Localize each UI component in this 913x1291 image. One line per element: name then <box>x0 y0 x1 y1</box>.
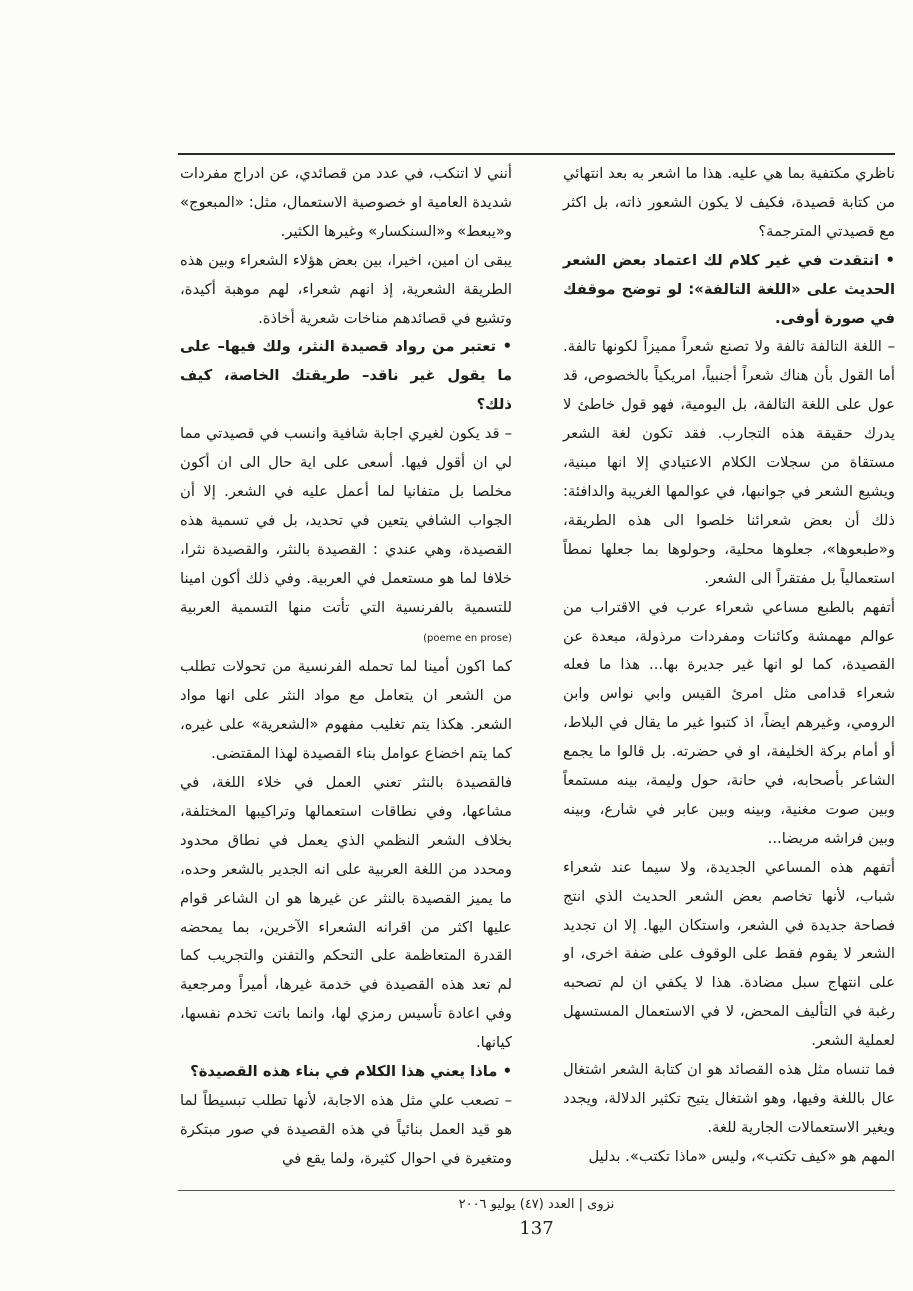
paragraph: ناظري مكتفية بما هي عليه. هذا ما اشعر به بعد انتهائي من كتابة قصيدة، فكيف لا يكون الشعور ذاته، بل اكثر مع قصيدتي المترجمة؟ <box>563 165 895 240</box>
answer-text: – قد يكون لغيري اجابة شافية وانسب في قصيدتي مما لي ان أقول فيها. أسعى على اية حال الى ان أكون مخلصا بل متفانيا لما أعمل عليه في الشعر. إلا أن الجواب الشافي يتعين في تحديد، بل في تسمية هذه القصيدة، وهي عندي : القصيدة بالنثر، والقصيدة نثرا، خلافا لما هو مستعمل في العربية. وفي ذلك أكون امينا للتسمية بالفرنسية التي تأتت منها التسمية العربية <box>180 425 512 616</box>
interview-question: • ماذا يعني هذا الكلام في بناء هذه القصيدة؟ <box>190 1063 512 1081</box>
french-term: (poeme en prose) <box>423 632 512 644</box>
page-number: 137 <box>519 1218 554 1239</box>
paragraph: يبقى ان امين، اخيرا، بين بعض هؤلاء الشعراء وبين هذه الطريقة الشعرية، إذ انهم شعراء، لهم موهبة أكيدة، وتشيع في قصائدهم مناخات شعرية أخاذة. <box>180 251 512 327</box>
paragraph: المهم هو «كيف تكتب»، وليس «ماذا تكتب». بدليل <box>588 1147 895 1165</box>
paragraph <box>180 420 512 653</box>
paragraph: أتفهم هذه المساعي الجديدة، ولا سيما عند شعراء شباب، لأنها تخاصم بعض الشعر الحديث الذي انتج فصاحة جديدة في الشعر، واستكان اليها. إلا ان تجديد الشعر لا يقوم فقط على الوقوف على ضفة اخرى، او على انتهاج سبل مضادة. هذا لا يكفي ان لم تصحبه رغبة في التأليف المحض، لا في الاستعمال المستسهل لعملية الشعر. <box>563 858 895 1050</box>
paragraph: أنني لا اتنكب، في عدد من قصائدي، عن ادراج مفردات شديدة العامية او خصوصية الاستعمال، مثل: «المبعوج» و«يبعط» و«السنكسار» وغيرها الكثير. <box>180 165 512 240</box>
paragraph: أتفهم بالطبع مساعي شعراء عرب في الاقتراب من عوالم مهمشة وكائنات ومفردات مرذولة، مبعدة عن القصيدة، كما لو انها غير جديرة بها... هذا ما فعله شعراء قدامى مثل امرئ القيس وابي نواس وابن الرومي، وغيرهم ايضاً، اذ كتبوا غير ما يقال في البلاط، أو أمام بركة الخليفة، او في حضرته. بل قالوا ما يجمع الشاعر بأصحابه، في حانة، حول وليمة، بينه مستمعاً وبين صوت مغنية، وبينه وبين عابر في شارع، وبينه وبين فراشه مريضا... <box>563 598 895 847</box>
top-rule <box>178 153 895 155</box>
interview-question: • تعتبر من رواد قصيدة النثر، ولك فيها– على ما يقول غير ناقد– طريقتك الخاصة، كيف ذلك؟ <box>180 338 512 414</box>
paragraph: كما اكون أمينا لما تحمله الفرنسية من تحولات تطلب من الشعر ان يتعامل مع مواد النثر على انها مواد الشعر. هكذا يتم تغليب مفهوم «الشعرية» على غيره، كما يتم اخضاع عوامل بناء القصيدة لهذا المقتضى. <box>180 658 512 763</box>
footer-rule <box>178 1190 895 1191</box>
footer-separator: | <box>578 1197 583 1212</box>
article-column-right <box>563 160 895 1172</box>
running-footer <box>178 1197 895 1212</box>
paragraph: – تصعب علي مثل هذه الاجابة، لأنها تطلب تبسيطاً لما هو قيد العمل بنائياً في هذه القصيدة في صور مبتكرة ومتغيرة في احوال كثيرة، ولما يقع في <box>180 1092 512 1167</box>
interview-question: • انتقدت في غير كلام لك اعتماد بعض الشعر الحديث على «اللغة التالفة»: لو توضح موقفك في صورة أوفى. <box>563 251 895 327</box>
issue-info: العدد (٤٧) يوليو ٢٠٠٦ <box>458 1197 575 1212</box>
paragraph: فما تنساه مثل هذه القصائد هو ان كتابة الشعر اشتغال عال باللغة وفيها، وهو اشتغال يتيح تكثير الدلالة، ويجدد ويغير الاستعمالات الجارية للغة. <box>563 1061 895 1136</box>
magazine-name: نزوى <box>587 1197 615 1212</box>
paragraph: فالقصيدة بالنثر تعني العمل في خلاء اللغة، في مشاعها، وفي نطاقات استعمالها وتراكيبها المختلفة، بخلاف الشعر النظمي الذي يعمل في نطاق محدود ومحدد من اللغة العربية على انه الجدير بالشعر وحده، ما يميز القصيدة بالنثر عن غيرها هو ان الشاعر قوام عليها اكثر من اقرانه الشعراء الآخرين، بما يمحضه القدرة المتعاظمة على التحكم والتفنن والتجريب كما لم تعد هذه القصيدة في خدمة غيرها، أميراً ومرجعية وفي اعادة تأسيس رمزي لها، وانما باتت تخدم نفسها، كيانها. <box>180 774 512 1052</box>
article-column-left <box>180 160 512 1174</box>
paragraph: – اللغة التالفة تالفة ولا تصنع شعراً مميزاً لكونها تالفة. أما القول بأن هناك شعراً أجنبياً، امريكياً بالخصوص، قد عول على اللغة التالفة، بل اليومية، فهو قول خاطئ لا يدرك حقيقة هذه التجارب. فقد تكون لغة الشعر مستقاة من سجلات الكلام الاعتيادي إلا انها مبنية، ويشيع الشعر في جوانبها، في عوالمها الغريبة والدافئة: ذلك أن بعض شعرائنا خلصوا الى هذه الطريقة، و«طبعوها»، جعلوها محلية، وحولوها بما جعلها نمطاً استعمالياً بل مفتقراً الى الشعر. <box>563 338 895 587</box>
